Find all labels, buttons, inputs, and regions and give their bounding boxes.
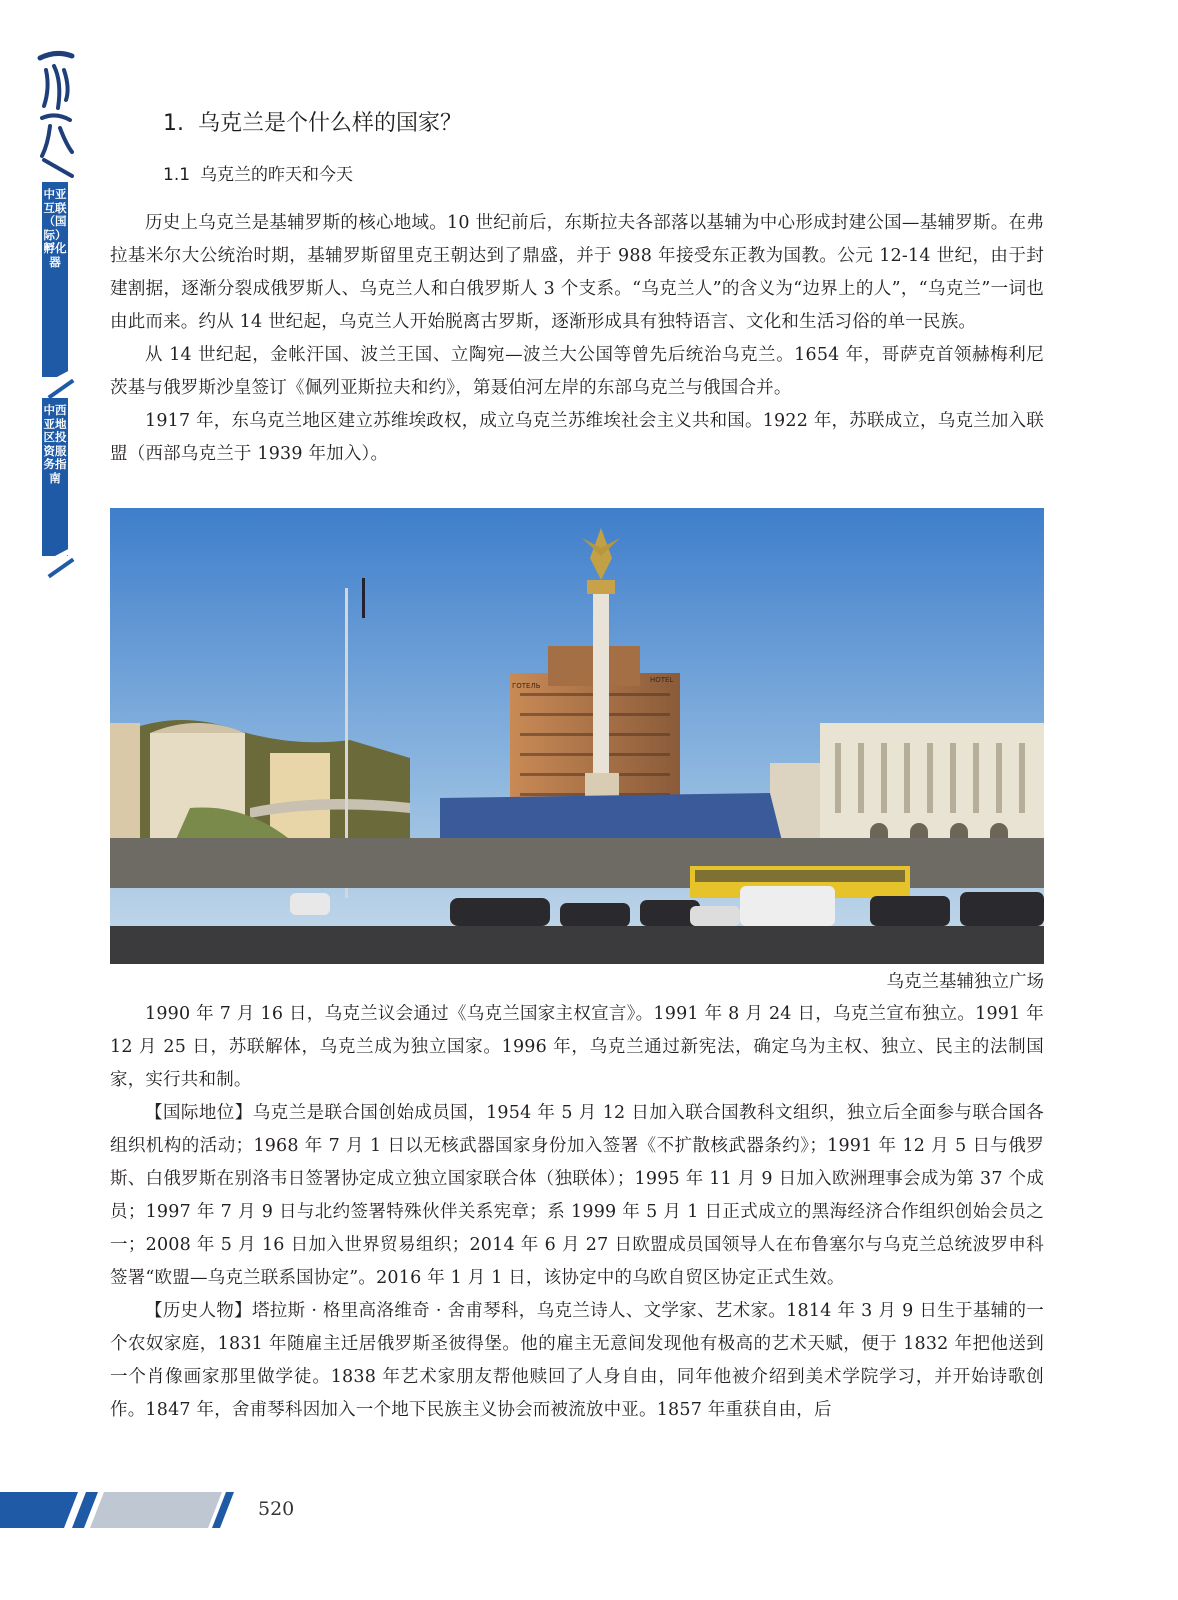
- paragraph: 1990 年 7 月 16 日，乌克兰议会通过《乌克兰国家主权宣言》。1991 年 8 月 24 日，乌克兰宣布独立。1991 年 12 月 25 日，苏联解体，乌克兰成为独立国家。1996 年，乌克兰通过新宪法，确定乌为主权、独立、民主的法制国家，实行共和制。: [110, 1004, 1044, 1090]
- subsection-heading: [163, 160, 353, 185]
- hotel-sign-left: ГОТЕЛЬ: [512, 682, 541, 690]
- body-text-after-photo: [110, 998, 1044, 1427]
- photo-caption: 乌克兰基辅独立广场: [886, 972, 1044, 992]
- paragraph-international-status: [110, 1097, 1044, 1295]
- paragraph: 从 14 世纪起，金帐汗国、波兰王国、立陶宛—波兰大公国等曾先后统治乌克兰。1654 年，哥萨克首领赫梅利尼茨基与俄罗斯沙皇签订《佩列亚斯拉夫和约》，第聂伯河左岸的东部乌克兰与俄国合并。: [110, 345, 1044, 398]
- paragraph-historical-figure: [110, 1295, 1044, 1427]
- section-number: 1.: [163, 111, 184, 136]
- section-heading: [163, 106, 462, 137]
- international-status-label: 【国际地位】: [145, 1103, 253, 1123]
- historical-figure-label: 【历史人物】: [145, 1301, 252, 1321]
- historical-figure-text: 塔拉斯 · 格里高洛维奇 · 舍甫琴科，乌克兰诗人、文学家、艺术家。1814 年 3 月 9 日生于基辅的一个农奴家庭，1831 年随雇主迁居俄罗斯圣彼得堡。他的雇主无意间发现他有极高的艺术天赋，便于 1832 年把他送到一个肖像画家那里做学徒。1838 年艺术家朋友帮他赎回了人身自由，同年他被介绍到美术学院学习，并开始诗歌创作。1847 年，舍甫琴科因加入一个地下民族主义协会而被流放中亚。1857 年重获自由，后: [110, 1301, 1044, 1420]
- international-status-text: 乌克兰是联合国创始成员国，1954 年 5 月 12 日加入联合国教科文组织，独立后全面参与联合国各组织机构的活动；1968 年 7 月 1 日以无核武器国家身份加入签署《不扩散核武器条约》；1991 年 12 月 5 日与俄罗斯、白俄罗斯在别洛韦日签署协定成立独立国家联合体（独联体）；1995 年 11 月 9 日加入欧洲理事会成为第 37 个成员；1997 年 7 月 9 日与北约签署特殊伙伴关系宪章；系 1999 年 5 月 1 日正式成立的黑海经济合作组织创始会员之一；2008 年 5 月 16 日加入世界贸易组织；2014 年 6 月 27 日欧盟成员国领导人在布鲁塞尔与乌克兰总统波罗申科签署“欧盟—乌克兰联系国协定”。2016 年 1 月 1 日，该协定中的乌欧自贸区协定正式生效。: [110, 1103, 1045, 1288]
- independence-square-photo: [110, 508, 1044, 964]
- sidebar-label-guide: 中西亚地区投资服务指南: [43, 403, 67, 485]
- paragraph: 1917 年，东乌克兰地区建立苏维埃政权，成立乌克兰苏维埃社会主义共和国。1922 年，苏联成立，乌克兰加入联盟（西部乌克兰于 1939 年加入）。: [110, 411, 1044, 464]
- subsection-title: 乌克兰的昨天和今天: [200, 165, 354, 185]
- footer-stripes-icon: [0, 1490, 240, 1530]
- hotel-sign-right: HOTEL: [650, 676, 674, 684]
- subsection-number: 1.1: [163, 165, 191, 185]
- paragraph: 历史上乌克兰是基辅罗斯的核心地域。10 世纪前后，东斯拉夫各部落以基辅为中心形成封建公国—基辅罗斯。在弗拉基米尔大公统治时期，基辅罗斯留里克王朝达到了鼎盛，并于 988 年接受东正教为国教。公元 12-14 世纪，由于封建割据，逐渐分裂成俄罗斯人、乌克兰人和白俄罗斯人 3 个支系。“乌克兰人”的含义为“边界上的人”，“乌克兰”一词也由此而来。约从 14 世纪起，乌克兰人开始脱离古罗斯，逐渐形成具有独特语言、文化和生活习俗的单一民族。: [110, 213, 1044, 332]
- body-text-before-photo: [110, 207, 1044, 471]
- section-title: 乌克兰是个什么样的国家？: [198, 111, 463, 136]
- page-number: 520: [258, 1498, 295, 1520]
- sidebar-label-incubator: 中亚互联（国际）孵化器: [43, 187, 67, 269]
- belt-and-road-logo-icon: [36, 48, 76, 178]
